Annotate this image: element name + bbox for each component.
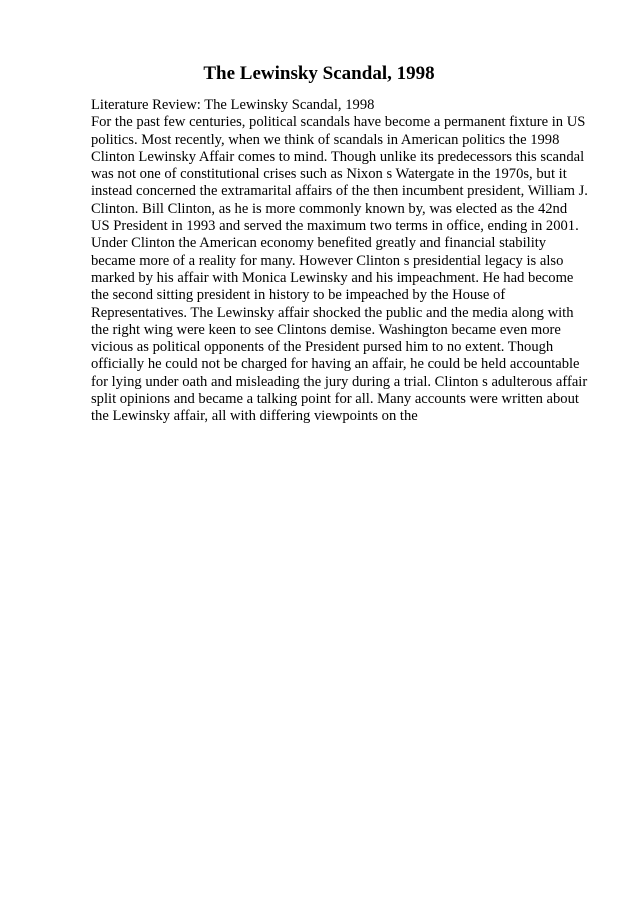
body-line: instead concerned the extramarital affairs of the then incumbent president, William J. [91,183,588,200]
body-line: Representatives. The Lewinsky affair shocked the public and the media along with [91,304,574,321]
body-line: was not one of constitutional crises such as Nixon s Watergate in the 1970s, but it [91,166,567,183]
body-line: vicious as political opponents of the President pursed him to no extent. Though [91,339,554,356]
body-line: Clinton Lewinsky Affair comes to mind. Though unlike its predecessors this scandal [91,148,585,165]
body-line: Literature Review: The Lewinsky Scandal, 1998 [91,97,375,113]
body-line: the right wing were keen to see Clintons demise. Washington became even more [91,321,561,338]
body-line: politics. Most recently, when we think of scandals in American politics the 1998 [91,131,560,148]
body-line: split opinions and became a talking point for all. Many accounts were written about [91,391,579,408]
body-line: the second sitting president in history to be impeached by the House of [91,287,506,304]
document-body [91,97,591,426]
body-line: marked by his affair with Monica Lewinsky and his impeachment. He had become [91,269,574,286]
body-line: Clinton. Bill Clinton, as he is more commonly known by, was elected as the 42nd [91,200,568,217]
body-line: US President in 1993 and served the maximum two terms in office, ending in 2001. [91,218,579,235]
document-title: The Lewinsky Scandal, 1998 [203,63,435,84]
body-line: Under Clinton the American economy benefited greatly and financial stability [91,235,547,252]
body-line: For the past few centuries, political scandals have become a permanent fixture in US [91,114,586,131]
body-line: became more of a reality for many. However Clinton s presidential legacy is also [91,252,564,269]
body-line: the Lewinsky affair, all with differing viewpoints on the [91,408,418,425]
body-line: for lying under oath and misleading the jury during a trial. Clinton s adulterous affair [91,373,588,390]
body-line: officially he could not be charged for having an affair, he could be held accountable [91,356,580,373]
